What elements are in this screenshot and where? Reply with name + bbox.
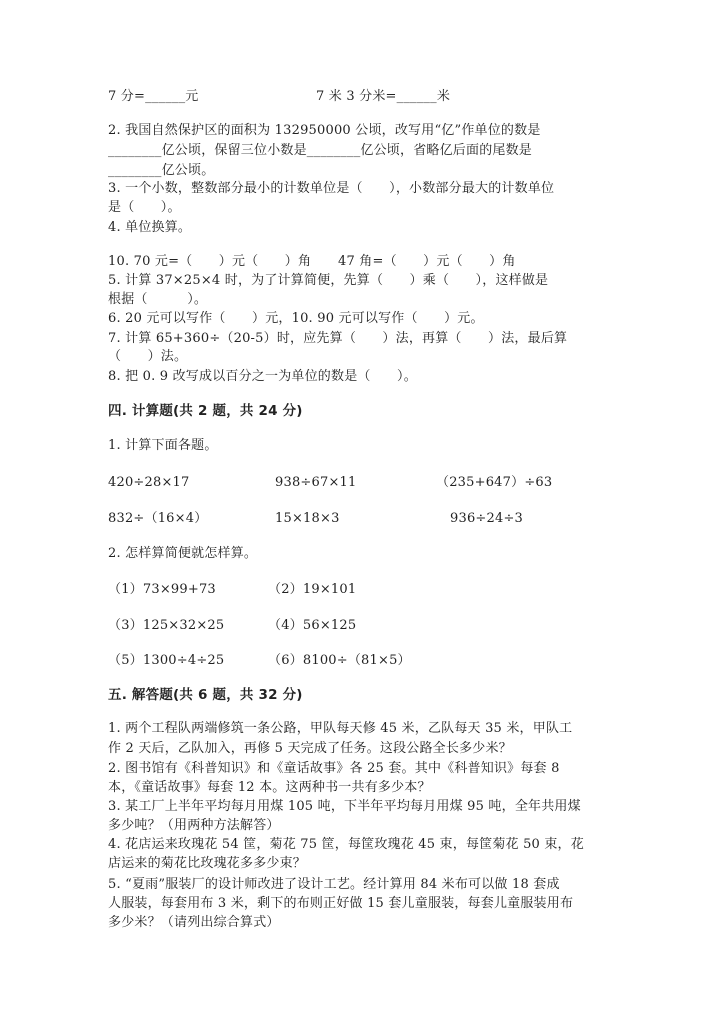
- section-title: 四. 计算题(共 2 题，共 24 分): [108, 403, 303, 419]
- expression: 832÷（16×4）: [108, 511, 208, 526]
- question-line: 4. 花店运来玫瑰花 54 筐，菊花 75 筐，每筐玫瑰花 45 束，每筐菊花 50 束，花: [108, 837, 584, 852]
- expression: （2）19×101: [268, 582, 357, 597]
- question-line: 5. “夏雨”服装厂的设计师改进了设计工艺。经计算用 84 米布可以做 18 套成: [108, 877, 560, 892]
- question-line: 作 2 天后，乙队加入，再修 5 天完成了任务。这段公路全长多少米？: [108, 741, 512, 756]
- question-line: 3. 一个小数，整数部分最小的计数单位是（ ），小数部分最大的计数单位: [108, 181, 555, 196]
- conversion-jiao: 47 角=（ ）元（ ）角: [338, 254, 516, 269]
- fill-blank-meter: 7 米 3 分米=______米: [316, 89, 451, 104]
- question-line: 多少米？（请列出综合算式）: [108, 915, 280, 930]
- expression: （235+647）÷63: [436, 475, 553, 490]
- expression: （5）1300÷4÷25: [108, 653, 225, 668]
- sub-question: 1. 计算下面各题。: [108, 438, 218, 453]
- question-6: 6. 20 元可以写作（ ）元，10. 90 元可以写作（ ）元。: [108, 311, 484, 326]
- expression: 938÷67×11: [275, 475, 357, 490]
- question-8: 8. 把 0. 9 改写成以百分之一为单位的数是（ ）。: [108, 369, 417, 384]
- question-line: 本，《童话故事》每套 12 本。这两种书一共有多少本？: [108, 780, 431, 795]
- question-line: 是（ ）。: [108, 200, 181, 215]
- question-line: 多少吨？（用两种方法解答）: [108, 818, 280, 833]
- section-title: 五. 解答题(共 6 题，共 32 分): [108, 687, 303, 703]
- sub-question: 2. 怎样算简便就怎样算。: [108, 546, 258, 561]
- expression: （3）125×32×25: [108, 618, 225, 633]
- question-line: 2. 图书馆有《科普知识》和《童话故事》各 25 套。其中《科普知识》每套 8: [108, 761, 560, 776]
- question-line: 根据（ ）。: [108, 292, 208, 307]
- question-line: 7. 计算 65+360÷（20-5）时，应先算（ ）法，再算（ ）法，最后算: [108, 331, 568, 346]
- expression: （1）73×99+73: [108, 582, 216, 597]
- question-line: 2. 我国自然保护区的面积为 132950000 公顷，改写用“亿”作单位的数是: [108, 123, 541, 138]
- question-line: 5. 计算 37×25×4 时，为了计算简便，先算（ ）乘（ ），这样做是: [108, 273, 549, 288]
- expression: 420÷28×17: [108, 475, 190, 490]
- conversion-yuan: 10. 70 元=（ ）元（ ）角: [108, 254, 312, 269]
- question-line: ________亿公顷。: [108, 163, 215, 178]
- question-line: 店运来的菊花比玫瑰花多多少束？: [108, 856, 307, 871]
- question-line: （ ）法。: [108, 349, 188, 364]
- expression: 15×18×3: [275, 511, 340, 526]
- question-line: 3. 某工厂上半年平均每月用煤 105 吨，下半年平均每月用煤 95 吨，全年共用煤: [108, 799, 581, 814]
- question-line: 人服装，每套用布 3 米，剩下的布则正好做 15 套儿童服装，每套儿童服装用布: [108, 896, 574, 911]
- question-line: 1. 两个工程队两端修筑一条公路，甲队每天修 45 米，乙队每天 35 米，甲队工: [108, 721, 573, 736]
- question-line: ________亿公顷，保留三位小数是________亿公顷，省略亿后面的尾数是: [108, 143, 533, 158]
- fill-blank-yuan: 7 分=______元: [108, 89, 199, 104]
- expression: （6）8100÷（81×5）: [268, 653, 411, 668]
- expression: （4）56×125: [268, 618, 357, 633]
- expression: 936÷24÷3: [450, 511, 524, 526]
- question-4: 4. 单位换算。: [108, 220, 192, 235]
